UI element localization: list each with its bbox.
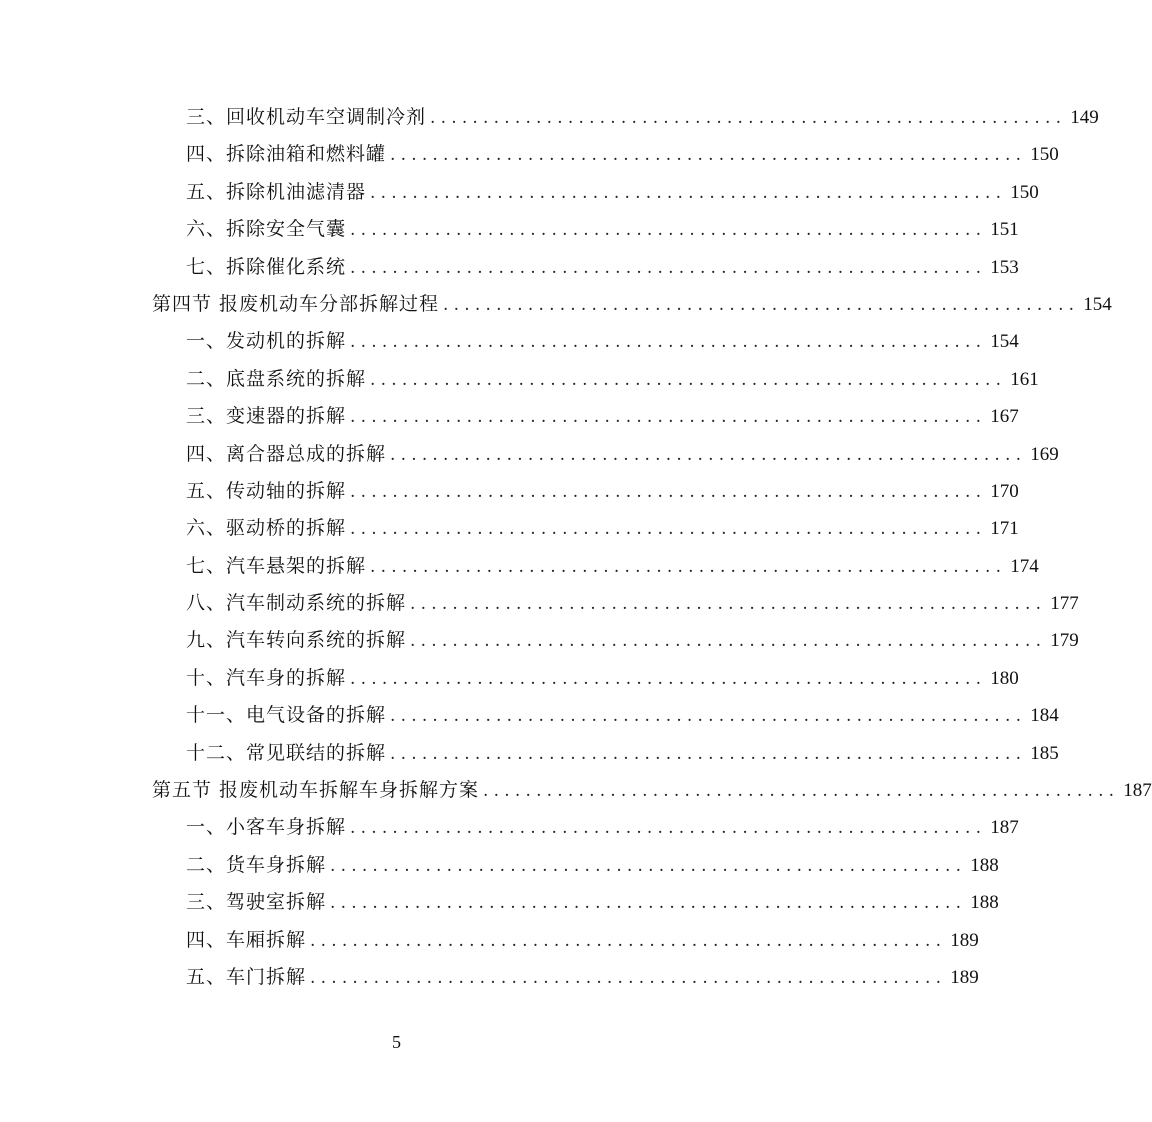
toc-entry-page: 150	[1010, 181, 1039, 203]
dot-leader: ............................................................	[350, 257, 987, 278]
toc-entry-page: 150	[1030, 144, 1059, 166]
toc-entry[interactable]	[0, 436, 1059, 473]
toc-entry[interactable]	[0, 361, 1039, 398]
toc-entry-page: 188	[970, 854, 999, 876]
toc-entry[interactable]	[0, 884, 999, 921]
toc-entry[interactable]	[0, 473, 1019, 510]
toc-entry-title: 五、拆除机油滤清器	[186, 180, 367, 203]
toc-entry-page: 180	[990, 667, 1019, 689]
toc-entry[interactable]	[0, 660, 1019, 697]
toc-entry[interactable]	[0, 510, 1019, 547]
toc-entry-page: 185	[1030, 742, 1059, 764]
toc-entry-title: 六、拆除安全气囊	[186, 218, 347, 241]
toc-entry[interactable]	[0, 922, 979, 959]
toc-entry-page: 174	[1010, 555, 1039, 577]
toc-entry-title: 五、车门拆解	[186, 965, 307, 988]
dot-leader: ............................................................	[370, 182, 1007, 203]
dot-leader: ............................................................	[310, 967, 947, 988]
dot-leader: ............................................................	[390, 743, 1027, 764]
dot-leader: ............................................................	[390, 706, 1027, 727]
dot-leader: ............................................................	[370, 369, 1007, 390]
toc-entry-page: 189	[950, 929, 979, 951]
toc-section-title: 第五节 报废机动车拆解车身拆解方案	[152, 779, 480, 802]
toc-entry-title: 三、回收机动车空调制冷剂	[186, 106, 427, 128]
dot-leader: ............................................................	[330, 855, 967, 876]
dot-leader: ............................................................	[350, 519, 987, 540]
toc-section-heading[interactable]	[0, 286, 1112, 323]
toc-entry-page: 171	[990, 518, 1019, 540]
dot-leader: ............................................................	[350, 668, 987, 689]
toc-entry[interactable]	[0, 211, 1019, 248]
dot-leader: ............................................................	[410, 631, 1047, 652]
toc-entry-title: 九、汽车转向系统的拆解	[186, 629, 407, 652]
toc-entry-title: 二、底盘系统的拆解	[186, 367, 367, 390]
toc-entry-title: 四、拆除油箱和燃料罐	[186, 143, 387, 166]
toc-entry[interactable]	[0, 136, 1059, 173]
dot-leader: ............................................................	[390, 145, 1027, 166]
dot-leader: ............................................................	[430, 108, 1067, 128]
toc-section-heading[interactable]	[0, 772, 1152, 809]
toc-entry-page: 161	[1010, 368, 1039, 390]
toc-entry-title: 六、驱动桥的拆解	[186, 517, 347, 540]
toc-entry-page: 149	[1070, 107, 1099, 128]
toc-entry[interactable]	[0, 697, 1059, 734]
toc-entry-page: 184	[1030, 705, 1059, 727]
toc-entry[interactable]	[0, 585, 1079, 622]
dot-leader: ............................................................	[443, 294, 1080, 315]
dot-leader: ............................................................	[350, 481, 987, 502]
toc-entry-page: 153	[990, 256, 1019, 278]
toc-entry-page: 177	[1050, 593, 1079, 615]
toc-entry-page: 188	[970, 892, 999, 914]
toc-entry-page: 179	[1050, 630, 1079, 652]
toc-entry[interactable]	[0, 548, 1039, 585]
dot-leader: ............................................................	[370, 556, 1007, 577]
toc-entry-title: 一、小客车身拆解	[186, 816, 347, 839]
page-number: 5	[392, 1032, 401, 1052]
toc-entry[interactable]	[0, 622, 1079, 659]
toc-entry-title: 七、拆除催化系统	[186, 255, 347, 278]
toc-entry-title: 十二、常见联结的拆解	[186, 741, 387, 764]
toc-entry[interactable]	[0, 249, 1019, 286]
toc-entry[interactable]	[0, 323, 1019, 360]
toc-entry[interactable]	[0, 809, 1019, 846]
toc-entry-title: 八、汽车制动系统的拆解	[186, 592, 407, 615]
toc-entry[interactable]	[0, 959, 979, 996]
toc-entry-page: 169	[1030, 443, 1059, 465]
toc-entry-page: 189	[950, 966, 979, 988]
toc-entry-title: 十一、电气设备的拆解	[186, 704, 387, 727]
table-of-contents	[0, 99, 1152, 996]
toc-entry-title: 七、汽车悬架的拆解	[186, 554, 367, 577]
dot-leader: ............................................................	[483, 781, 1120, 802]
toc-entry[interactable]	[0, 174, 1039, 211]
dot-leader: ............................................................	[410, 594, 1047, 615]
dot-leader: ............................................................	[390, 444, 1027, 465]
toc-entry-page: 170	[990, 480, 1019, 502]
toc-entry-page: 151	[990, 219, 1019, 241]
dot-leader: ............................................................	[330, 893, 967, 914]
toc-entry[interactable]	[0, 847, 999, 884]
toc-entry-page: 154	[990, 331, 1019, 353]
toc-entry-title: 四、离合器总成的拆解	[186, 442, 387, 465]
dot-leader: ............................................................	[310, 930, 947, 951]
toc-entry-title: 四、车厢拆解	[186, 928, 307, 951]
toc-section-page: 154	[1083, 293, 1112, 315]
toc-entry-title: 十、汽车身的拆解	[186, 666, 347, 689]
toc-section-title: 第四节 报废机动车分部拆解过程	[152, 292, 440, 315]
toc-section-page: 187	[1123, 780, 1152, 802]
dot-leader: ............................................................	[350, 407, 987, 428]
toc-entry[interactable]	[0, 398, 1019, 435]
toc-entry-page: 167	[990, 406, 1019, 428]
dot-leader: ............................................................	[350, 818, 987, 839]
toc-entry[interactable]	[0, 735, 1059, 772]
toc-entry-title: 三、驾驶室拆解	[186, 891, 327, 914]
toc-entry-title: 一、发动机的拆解	[186, 330, 347, 353]
dot-leader: ............................................................	[350, 332, 987, 353]
toc-entry-title: 三、变速器的拆解	[186, 405, 347, 428]
toc-entry-title: 二、货车身拆解	[186, 853, 327, 876]
dot-leader: ............................................................	[350, 220, 987, 241]
toc-entry-page: 187	[990, 817, 1019, 839]
toc-entry-title: 五、传动轴的拆解	[186, 479, 347, 502]
toc-entry[interactable]	[0, 99, 1099, 136]
